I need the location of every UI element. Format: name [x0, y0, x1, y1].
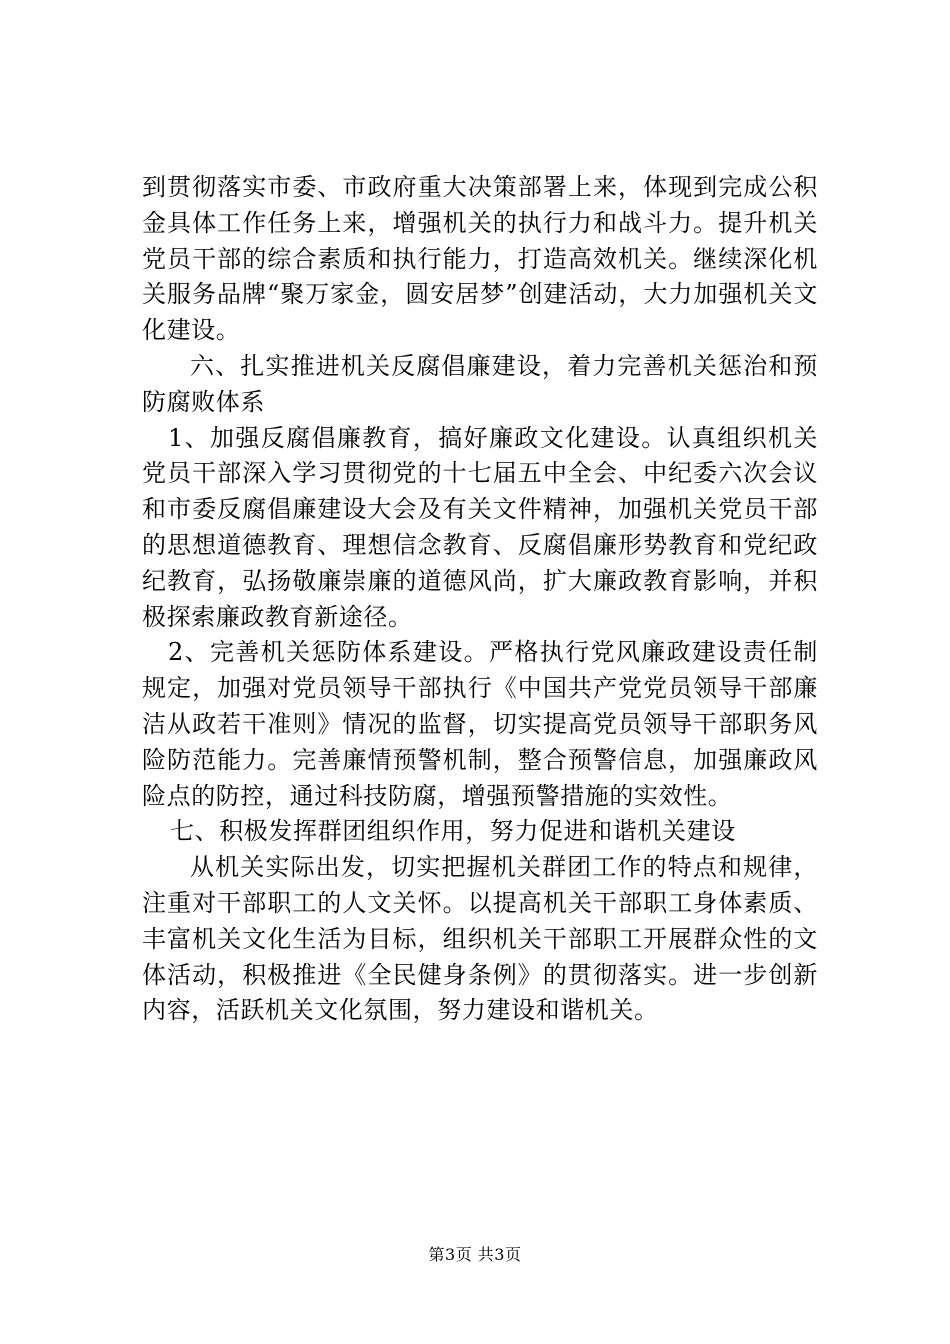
document-body — [142, 170, 818, 1029]
paragraph-section-7-body: 从机关实际出发，切实把握机关群团工作的特点和规律，注重对干部职工的人文关怀。以提高机关干部职工身体素质、丰富机关文化生活为目标，组织机关干部职工开展群众性的文体活动，积极推进《全民健身条例》的贯彻落实。进一步创新内容，活跃机关文化氛围，努力建设和谐机关。 — [142, 853, 818, 1025]
section-heading-7: 七、积极发挥群团组织作用，努力促进和谐机关建设 — [170, 817, 736, 846]
section-heading-6: 六、扎实推进机关反腐倡廉建设，着力完善机关惩治和预防腐败体系 — [142, 351, 818, 416]
paragraph-item-1: 1、加强反腐倡廉教育，搞好廉政文化建设。认真组织机关党员干部深入学习贯彻党的十七届五中全会、中纪委六次会议和市委反腐倡廉建设大会及有关文件精神，加强机关党员干部的思想道德教育、理想信念教育、反腐倡廉形势教育和党纪政纪教育，弘扬敬廉崇廉的道德风尚，扩大廉政教育影响，并积极探索廉政教育新途径。 — [142, 423, 818, 631]
paragraph-item-2: 2、完善机关惩防体系建设。严格执行党风廉政建设责任制规定，加强对党员领导干部执行《中国共产党党员领导干部廉洁从政若干准则》情况的监督，切实提高党员领导干部职务风险防范能力。完善廉情预警机制，整合预警信息，加强廉政风险点的防控，通过科技防腐，增强预警措施的实效性。 — [142, 638, 818, 810]
paragraph-continuation: 到贯彻落实市委、市政府重大决策部署上来，体现到完成公积金具体工作任务上来，增强机关的执行力和战斗力。提升机关党员干部的综合素质和执行能力，打造高效机关。继续深化机关服务品牌“聚万家金，圆安居梦”创建活动，大力加强机关文化建设。 — [142, 173, 818, 345]
page-number-footer: 第3页 共3页 — [428, 1245, 522, 1264]
